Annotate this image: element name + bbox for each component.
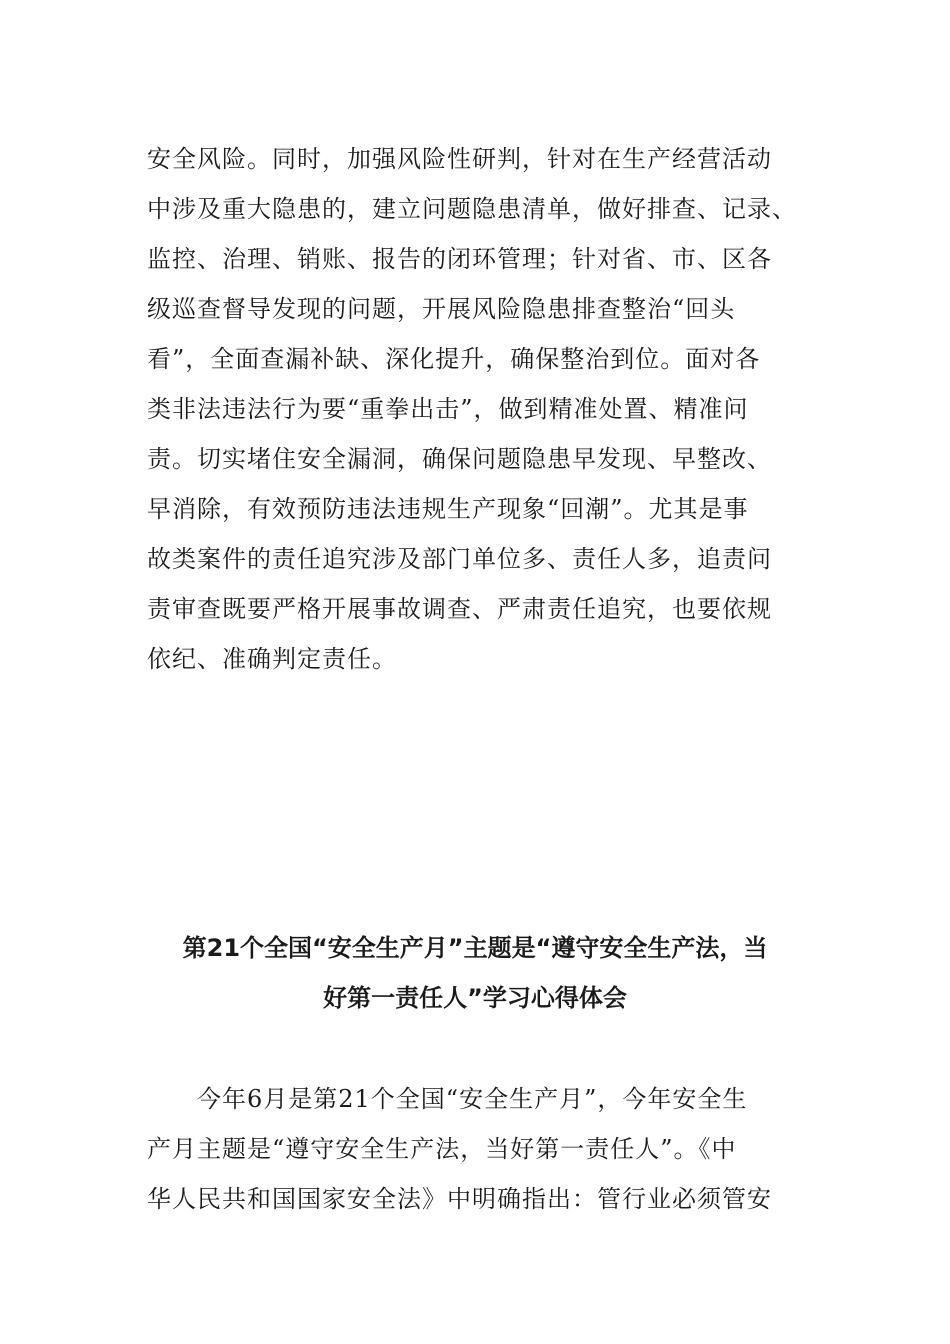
- paragraph-line: 级巡查督导发现的问题，开展风险隐患排查整治“回头: [147, 295, 736, 323]
- paragraph-line: 依纪、准确判定责任。: [147, 645, 397, 673]
- continuation-paragraph: [147, 134, 807, 684]
- paragraph-line: 中涉及重大隐患的，建立问题隐患清单，做好排查、记录、: [147, 195, 797, 223]
- paragraph-line: 监控、治理、销账、报告的闭环管理；针对省、市、区各: [147, 245, 772, 273]
- paragraph-line: 故类案件的责任追究涉及部门单位多、责任人多，追责问: [147, 545, 772, 573]
- article-title: [120, 923, 830, 1023]
- article-body: [147, 1074, 807, 1224]
- paragraph-line: 责。切实堵住安全漏洞，确保问题隐患早发现、早整改、: [147, 445, 772, 473]
- body-line: 今年6月是第21个全国“安全生产月”，今年安全生: [147, 1085, 748, 1113]
- paragraph-line: 责审查既要严格开展事故调查、严肃责任追究，也要依规: [147, 595, 772, 623]
- paragraph-line: 早消除，有效预防违法违规生产现象“回潮”。尤其是事: [147, 495, 749, 523]
- title-line: 第21个全国“安全生产月”主题是“遵守安全生产法，当: [182, 934, 768, 962]
- paragraph-line: 类非法违法行为要“重拳出击”，做到精准处置、精准问: [147, 395, 749, 423]
- paragraph-line: 安全风险。同时，加强风险性研判，针对在生产经营活动: [147, 145, 772, 173]
- body-line: 华人民共和国国家安全法》中明确指出：管行业必须管安: [147, 1185, 772, 1213]
- title-line: 好第一责任人”学习心得体会: [323, 984, 627, 1012]
- paragraph-line: 看”，全面查漏补缺、深化提升，确保整治到位。面对各: [147, 345, 761, 373]
- body-line: 产月主题是“遵守安全生产法，当好第一责任人”。《中: [147, 1135, 737, 1163]
